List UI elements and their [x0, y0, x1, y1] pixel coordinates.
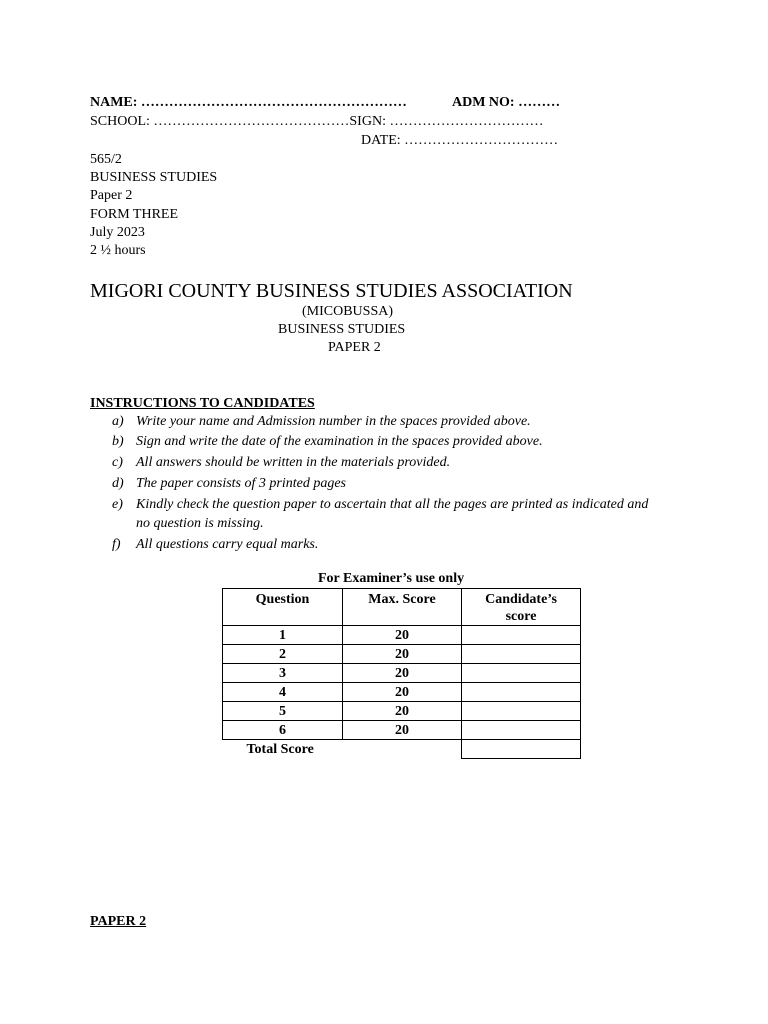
section-label-paper-2: PAPER 2: [90, 914, 147, 929]
max-score: 20: [343, 683, 462, 702]
paper-date: July 2023: [90, 225, 145, 240]
question-number: 4: [223, 683, 343, 702]
instruction-text: Kindly check the question paper to ascertain that all the pages are printed as indicated and: [136, 497, 649, 512]
instructions-heading: INSTRUCTIONS TO CANDIDATES: [90, 396, 315, 411]
candidate-score-cell: [462, 664, 581, 683]
examiner-table-caption: For Examiner’s use only: [318, 571, 465, 586]
title-subject: BUSINESS STUDIES: [278, 322, 406, 337]
question-number: 5: [223, 702, 343, 721]
instruction-label: a): [112, 414, 124, 429]
candidate-score-cell: [462, 683, 581, 702]
max-score: 20: [343, 664, 462, 683]
association-acronym: (MICOBUSSA): [302, 304, 394, 319]
instruction-text: All questions carry equal marks.: [136, 537, 319, 552]
instruction-text: The paper consists of 3 printed pages: [136, 476, 346, 491]
table-row: [223, 683, 581, 702]
instruction-text: Write your name and Admission number in the spaces provided above.: [136, 414, 531, 429]
table-header-candidate-score: [462, 589, 581, 626]
instruction-label: f): [112, 537, 121, 552]
table-row: [223, 664, 581, 683]
table-header-max-score: Max. Score: [343, 589, 462, 626]
total-score-cell: [462, 740, 581, 759]
table-row: [223, 721, 581, 740]
instruction-label: c): [112, 455, 123, 470]
paper-form: FORM THREE: [90, 207, 179, 222]
examiner-score-table: [222, 588, 581, 759]
association-title: MIGORI COUNTY BUSINESS STUDIES ASSOCIATION: [90, 280, 573, 302]
instruction-label: d): [112, 476, 124, 491]
instruction-text: no question is missing.: [136, 516, 264, 531]
title-paper: PAPER 2: [328, 340, 381, 355]
name-field-line: NAME: …………………………………………………: [90, 95, 407, 110]
candidate-score-cell: [462, 721, 581, 740]
question-number: 3: [223, 664, 343, 683]
paper-subject: BUSINESS STUDIES: [90, 170, 218, 185]
instruction-text: Sign and write the date of the examination in the spaces provided above.: [136, 434, 543, 449]
total-score-label: Total Score: [246, 741, 314, 757]
school-sign-field-line: SCHOOL: ……………………………………SIGN: ……………………………: [90, 114, 544, 129]
instruction-label: b): [112, 434, 124, 449]
paper-duration: 2 ½ hours: [90, 243, 146, 258]
question-number: 2: [223, 645, 343, 664]
adm-no-field-line: ADM NO: ………: [452, 95, 561, 110]
paper-number: Paper 2: [90, 188, 133, 203]
candidate-score-cell: [462, 702, 581, 721]
paper-code: 565/2: [90, 152, 122, 167]
table-row: [223, 702, 581, 721]
instruction-label: e): [112, 497, 123, 512]
max-score: 20: [343, 721, 462, 740]
question-number: 1: [223, 626, 343, 645]
max-score: 20: [343, 702, 462, 721]
candidate-score-header-text: Candidate’s score: [485, 592, 557, 624]
candidate-score-cell: [462, 626, 581, 645]
instruction-text: All answers should be written in the materials provided.: [136, 455, 451, 470]
max-score: 20: [343, 626, 462, 645]
candidate-score-cell: [462, 645, 581, 664]
table-row: [223, 626, 581, 645]
max-score: 20: [343, 645, 462, 664]
table-header-question: Question: [223, 589, 343, 626]
question-number: 6: [223, 721, 343, 740]
date-field-line: DATE: ……………………………: [361, 133, 559, 148]
table-row: [223, 645, 581, 664]
total-row: [223, 740, 581, 759]
